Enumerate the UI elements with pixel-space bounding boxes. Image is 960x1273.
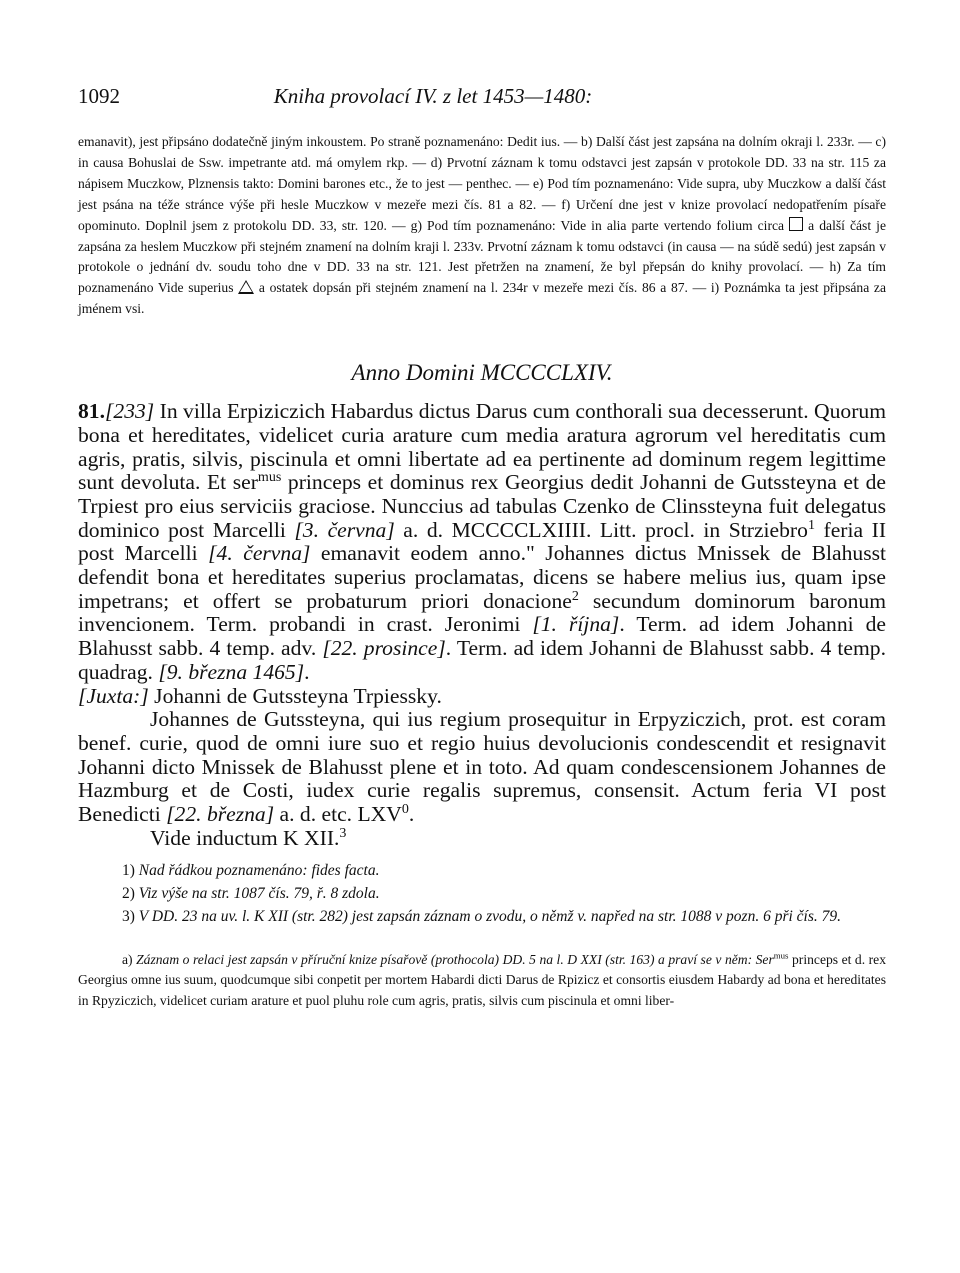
footnote: 2) Viz výše na str. 1087 čís. 79, ř. 8 zdola. [122, 884, 380, 902]
footnote: 3) V DD. 23 na uv. l. K XII (str. 282) jest zapsán záznam o zvodu, o němž v. napřed na str. 1088 v pozn. 6 při čís. 79. [122, 907, 842, 925]
entry-number: 81. [78, 399, 105, 424]
apparatus-note: d) Prvotní záznam k tomu odstavci jest zapsán v protokole DD. 33 na str. 115 za nápisem Muczkow, Plznensis takto: Domini barones etc., že to jest — penthec. — [78, 154, 886, 191]
footnote-ref: 2 [571, 587, 579, 604]
date-note: [22. prosince] [322, 636, 446, 661]
date-note: [4. června] [208, 541, 311, 566]
apparatus-note: g) Pod tím poznamenáno: Vide in alia parte vertendo folium circa [410, 217, 790, 233]
page-header [78, 84, 886, 124]
apparatus-note: i) Poznámka ta jest připsána za jménem vsi. [78, 280, 886, 317]
relation-note: a) Záznam o relaci jest zapsán v příruční knize písařově (prothocola) DD. 5 na l. D XXI (str. 163) a praví se v něm: Ser$^{mus}$ princeps et d. rex Georgius omne ius suum, quodcumque sibi conpetit per mortem Habardi dicti Darus de Rpizicz et consortis eiusdem Habardy ad bona et hereditates in Rpyziczich, videlicet curiam arature et puol pluhu role cum agris, pratis, silvis cum piscinula et omni liber- [78, 949, 886, 1008]
main-text: 81.[233] In villa Erpiziczich Habardus dictus Darus cum conthorali sua decesserunt. Quorum bona et hereditates, videlicet curia arature cum media aratura agrorum vel hereditatis cum agris, pratis, silvis, piscinula et omni libertate ad ea pertinente ad dominum regem legittime sunt devoluta. Et ser$^{mus}$ princeps et dominus rex Georgius dedit Johanni de Gutssteyna et de Trpiest pro eius serviciis graciose. Nunccius ad tabulas Czenko de Clinssteyna fuit delegatus dominico post Marcelli [3. června] a. d. MCCCCLXIIII. Litt. procl. in Strziebro$^1$ feria II post Marcelli [4. června] emanavit eodem anno." Johannes dictus Mnissek de Blahusst defendit bona et hereditates superius proclamatas, dicens se habere melius ius, quam ipse impetrans; et offert se probaturum priori donacione$^2$ secundum dominorum baronum invencionem. Term. probandi in crast. Jeronimi [1. října]. Term. ad idem Johanni de Blahusst sabb. 4 temp. adv. [22. prosince]. Term. ad idem Johanni de Blahusst sabb. 4 temp. quadrag. [9. března 1465]. [Juxta:] Johanni de Gutssteyna Trpiessky. Johannes de Gutssteyna, qui ius regium prosequitur in Erpyziczich, prot. est coram benef. curie, quod de omni iure suo et regio huius devolucionis condescendit et resignavit Johanni dicto Mnissek de Blahusst plene et in toto. Ad quam condescensionem Johannes de Hazmburg et de Costi, iudex curie regalis supremus, consensit. Actum feria VI post Benedicti [22. března] a. d. etc. LXV$^0$. Vide inductum K XII.$^3$ [78, 399, 887, 850]
footnote-ref: 1 [807, 516, 815, 533]
triangle-mark-icon [238, 280, 254, 294]
date-note: [22. března] [166, 802, 275, 827]
running-title: Kniha provolací IV. z let 1453—1480: [273, 84, 593, 108]
date-note: [9. března 1465] [158, 659, 305, 684]
footnotes [78, 859, 886, 928]
year-heading: Anno Domini MCCCCLXIV. [351, 360, 613, 386]
page-number: 1092 [78, 84, 120, 108]
apparatus-note: f) Určení dne jest v knize provolací nedopatřením písaře opominuto. Doplnil jsem z protokolu DD. 33, str. 120. — [78, 196, 886, 233]
date-note: [3. června] [294, 517, 395, 542]
apparatus-note: emanavit), jest připsáno dodatečně jiným inkoustem. Po straně poznamenáno: Dedit ius. — [78, 134, 582, 149]
apparatus-note: a ostatek dopsán při stejném znamení na l. 234r v mezeře mezi čís. 86 a 87. — [254, 280, 711, 296]
apparatus-note: a další část je zapsána za heslem Muczkow při stejném znamení na dolním kraji l. 233v. Prvotní záznam k tomu odstavci (in causa — na súdě sedú) jest zapsán v protokole o jednání dv. soudu toho dne v DD. 33 na str. 121. Jest přetržen na znamení, že byl přepsán do knihy provolací. — [78, 217, 886, 275]
page [78, 84, 886, 1011]
date-note: [1. října] [532, 612, 620, 637]
juxta-note: [Juxta:] [78, 683, 149, 708]
apparatus-note: b) Další část jest zapsána na dolním okraji l. 233r. — c) in causa Bohuslai de Ssw. impetrante atd. má omylem rkp. — [78, 134, 886, 170]
footnote-ref: 3 [339, 824, 347, 841]
square-mark-icon [789, 217, 803, 231]
footnote: 1) Nad řádkou poznamenáno: fides facta. [122, 861, 380, 879]
apparatus-note: e) Pod tím poznamenáno: Vide supra, uby Muczkow a další část jest psána na téže stránce výše při hesle Muczkow v mezeře mezi čís. 81 a 82. — [78, 175, 887, 212]
critical-apparatus-top [78, 132, 886, 320]
folio-ref: [233] [105, 399, 155, 424]
apparatus-note: h) Za tím poznamenáno Vide superius [78, 259, 886, 296]
